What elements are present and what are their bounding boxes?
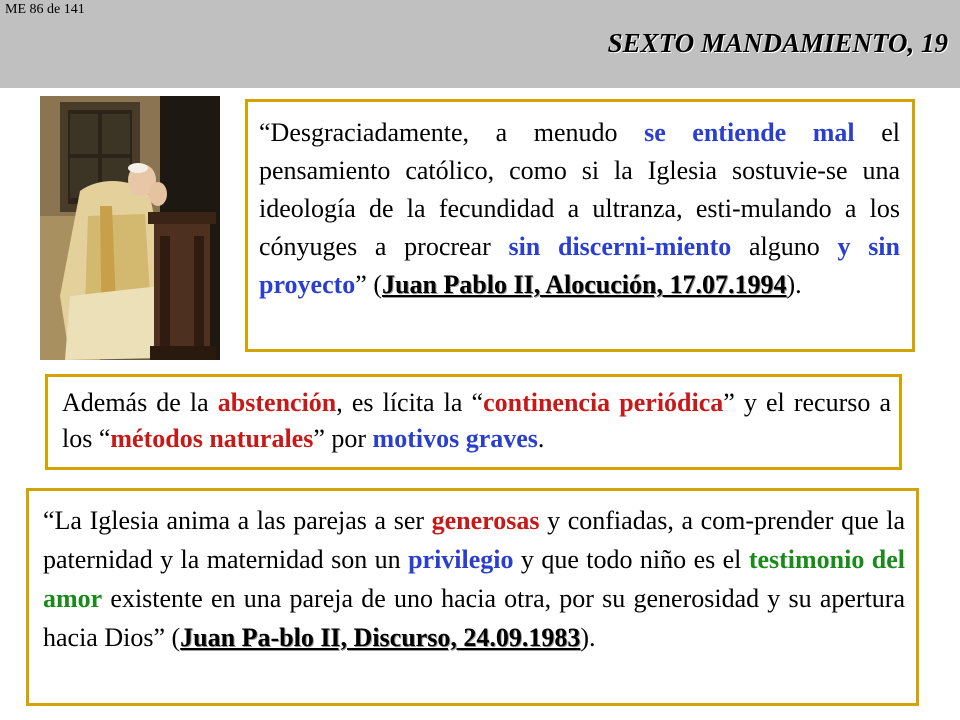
statement-text-start: Además de la — [62, 388, 218, 417]
quote2-emphasis-generosas: generosas — [431, 506, 540, 535]
quote1-emphasis-sin-proyecto: y sin proyecto — [259, 232, 900, 299]
statement-box — [45, 374, 902, 470]
slide-title: SEXTO MANDAMIENTO, 19 — [607, 28, 948, 58]
quote1-text-alguno: alguno — [731, 232, 838, 261]
quote2-text-existente: existente en una pareja de uno hacia otra, por su generosidad y su apertura hacia Dios” ( — [43, 584, 905, 652]
quote-discurso-text — [43, 501, 905, 657]
quote1-text-open: “Desgraciadamente, a menudo — [259, 118, 645, 147]
quote-box-alocucion — [245, 99, 915, 352]
slide-number: ME 86 de 141 — [5, 2, 85, 17]
quote1-text-paren: ” ( — [355, 270, 382, 299]
quote1-citation: Juan Pablo II, Alocución, 17.07.1994 — [381, 270, 787, 299]
quote2-emphasis-privilegio: privilegio — [408, 545, 514, 574]
statement-emphasis-abstencion: abstención — [217, 388, 337, 417]
statement-text-por: ” por — [313, 424, 373, 453]
quote2-text-open: “La Iglesia anima a las parejas a ser — [43, 506, 432, 535]
photo-pope-kneeling — [40, 96, 220, 360]
statement-text-recurso: ” y el recurso a los “ — [62, 388, 891, 453]
statement-text-end: . — [537, 424, 545, 453]
statement-emphasis-motivos-graves: motivos graves — [372, 424, 538, 453]
quote2-text-todo-nino: y que todo niño es el — [513, 545, 749, 574]
statement-text — [62, 385, 891, 457]
statement-emphasis-continencia-periodica: continencia periódica — [483, 388, 724, 417]
quote1-text-middle: el pensamiento católico, como si la Iglesia sostuvie-se una ideología de la fecundidad a ultranza, esti-mulando a los cónyuges a procrear — [259, 118, 900, 261]
quote-alocucion-text — [259, 114, 900, 304]
quote1-emphasis-se-entiende-mal: se entiende mal — [644, 118, 855, 147]
quote2-citation: Juan Pa-blo II, Discurso, 24.09.1983 — [180, 623, 581, 652]
quote1-emphasis-sin-discernimiento: sin discerni-miento — [508, 232, 732, 261]
slide-header — [0, 0, 960, 88]
quote1-text-close: ). — [786, 270, 802, 299]
photo-illustration — [40, 96, 220, 360]
quote2-text-middle: y confiadas, a com-prender que la paternidad y la maternidad son un — [43, 506, 905, 574]
quote2-text-close: ). — [580, 623, 596, 652]
statement-emphasis-metodos-naturales: métodos naturales — [110, 424, 314, 453]
quote2-emphasis-testimonio-del-amor: testimonio del amor — [43, 545, 906, 613]
quote-box-discurso — [26, 488, 919, 706]
statement-text-licita: , es lícita la “ — [336, 388, 484, 417]
